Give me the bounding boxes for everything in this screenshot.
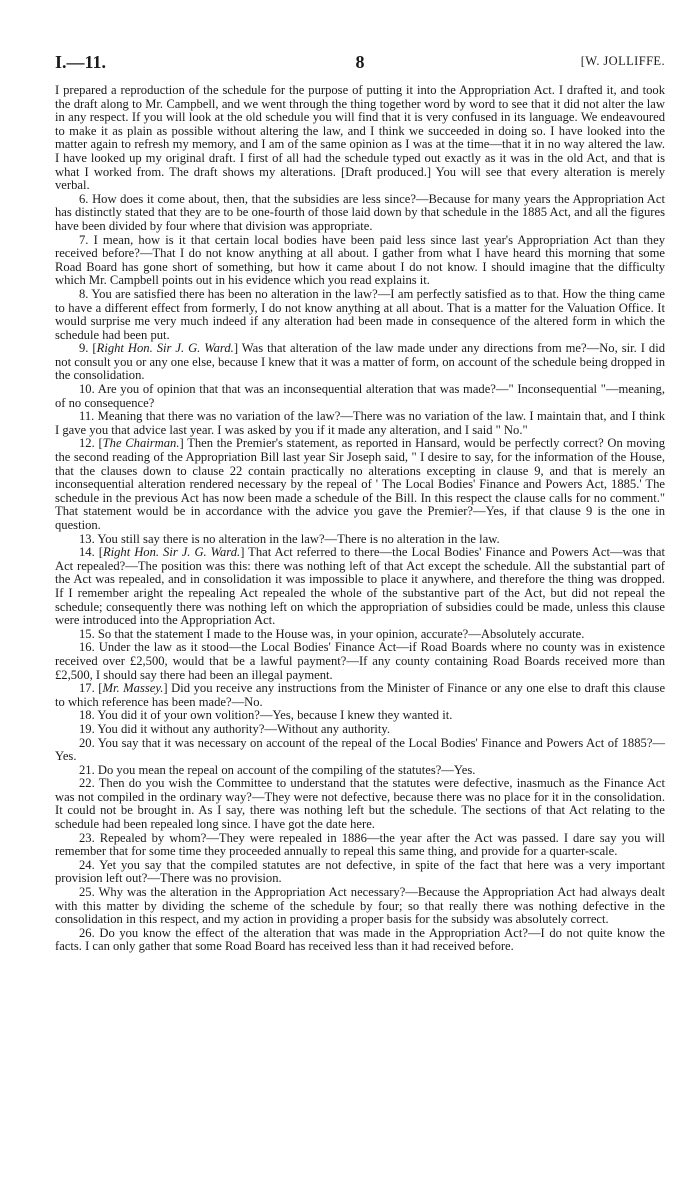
paragraph: 12. [The Chairman.] Then the Premier's statement, as reported in Hansard, would be perfectly correct? On moving the second reading of the Appropriation Bill last year Sir Joseph said, " I desire to say, for the information of the House, that the clauses down to clause 22 contain practically no alterations excepting in clause 9, and that is merely an inconsequential alteration rendered necessary by the repeal of ' The Local Bodies' Finance and Powers Act, 1885.' The schedule in the previous Act has now been made a schedule of the Bill. In this respect the clause calls for no comment." That statement would be in accordance with the advice you gave the Premier?—Yes, if that clause 9 is the one in question.: [55, 436, 665, 532]
evidence-text: [55, 84, 665, 954]
paragraph: 22. Then do you wish the Committee to understand that the statutes were defective, inasmuch as the Finance Act was not compiled in the ordinary way?—They were not defective, because there was no place for it in the consolidation. It could not be brought in. As I say, there was nothing left but the schedule. The sections of that Act relating to the schedule had been repealed long since. I have got the date here.: [55, 776, 665, 832]
paragraph: 25. Why was the alteration in the Appropriation Act necessary?—Because the Appropriation Act had always dealt with this matter by dividing the scheme of the schedule by four; so that really there was nothing defective in the consolidation in this respect, and my action in providing a proper basis for the subsidy was absolutely correct.: [55, 885, 665, 927]
paragraph: 20. You say that it was necessary on account of the repeal of the Local Bodies' Finance and Powers Act of 1885?—Yes.: [55, 735, 665, 764]
paragraph-body: That Act referred to there—the Local Bodies' Finance and Powers Act—was that Act repealed?—The position was this: there was nothing left of that Act except the schedule. All the substantial part of the Act was repealed, and in consolidation it was impossible to place it anywhere, and therefore the thing was dropped. If I remember aright the repealing Act repealed the whole of the substantive part of the Act, but did not repeal the schedule; consequently there was nothing left on which the appropriation of subsidies could be made, unless this clause were introduced into the Appropriation Act.: [55, 545, 666, 628]
paragraph: 13. You still say there is no alteration in the law?—There is no alteration in the law.: [79, 531, 500, 546]
paragraph: 11. Meaning that there was no variation of the law?—There was no variation of the law. I maintain that, and I think I gave you that advice last year. I was asked by you if it made any alteration, and I said " No.": [55, 409, 665, 437]
paragraph: 26. Do you know the effect of the alteration that was made in the Appropriation Act?—I do not quite know the facts. I can only gather that some Road Board has received less than it had received before.: [55, 925, 665, 954]
paragraph: 14. [Right Hon. Sir J. G. Ward.] That Act referred to there—the Local Bodies' Finance and Powers Act—was that Act repealed?—The position was this: there was nothing left of that Act except the schedule. All the substantial part of the Act was repealed, and in consolidation it was impossible to place it anywhere, and therefore the thing was dropped. If I remember aright the repealing Act repealed the whole of the substantive part of the Act, but did not repeal the schedule; consequently there was nothing left on which the appropriation of subsidies could be made, unless this clause were introduced into the Appropriation Act.: [55, 545, 666, 628]
paper-reference: I.—11.: [55, 52, 107, 72]
paragraph-body: Then the Premier's statement, as reported in Hansard, would be perfectly correct? On moving the second reading of the Appropriation Bill last year Sir Joseph said, " I desire to say, for the information of the House, that the clauses down to clause 22 contain practically no alterations excepting in clause 9, and that is merely an inconsequential alteration rendered necessary by the repeal of ' The Local Bodies' Finance and Powers Act, 1885.' The schedule in the previous Act has now been made a schedule of the Bill. In this respect the clause calls for no comment." That statement would be in accordance with the advice you gave the Premier?—Yes, if that clause 9 is the one in question.: [55, 436, 665, 532]
paragraph: I prepared a reproduction of the schedule for the purpose of putting it into the Appropriation Act. I drafted it, and took the draft along to Mr. Campbell, and we went through the thing together word by word to see that it did not alter the law in any respect. If you will look at the old schedule you will find that it is very confused in its language. We endeavoured to make it as plain as possible without altering the law, and I think we succeeded in doing so. I have looked into the matter again to refresh my memory, and I am of the same opinion as I was at the time—that it in no way altered the law. I have looked up my original draft. I first of all had the schedule typed out exactly as it was in the old Act, and that is what I worked from. The draft shows my alterations. [Draft produced.] You will see that every alteration is merely verbal.: [55, 83, 665, 193]
paragraph: 10. Are you of opinion that that was an inconsequential alteration that was made?—" Inconsequential "—meaning, of no consequence?: [55, 382, 665, 410]
page-header: [55, 52, 665, 80]
paragraph: 9. [Right Hon. Sir J. G. Ward.] Was that alteration of the law made under any directions from me?—No, sir. I did not consult you or any one else, because I knew that it was a matter of form, on account of the schedule being dropped in the consolidation.: [55, 341, 665, 383]
question-number: 12.: [79, 436, 95, 451]
paragraph: 7. I mean, how is it that certain local bodies have been paid less since last year's Appropriation Act than they received before?—That I do not know anything at all about. I gather from what I have heard this morning that some Road Board has gone short of something, but how it came about I do not know. I should imagine that the difficulty which Mr. Campbell points out in his evidence which you read explains it.: [55, 232, 665, 288]
document-page: [55, 52, 665, 954]
paragraph: 16. Under the law as it stood—the Local Bodies' Finance Act—if Road Boards where no county was in existence received over £2,500, would that be a lawful payment?—If any county containing Road Boards received more than £2,500, I should say there had been an illegal payment.: [55, 640, 665, 682]
speaker-name: The Chairman.: [102, 436, 180, 451]
witness-name: [W. JOLLIFFE.: [580, 54, 665, 68]
paragraph: 8. You are satisfied there has been no alteration in the law?—I am perfectly satisfied as to that. How the thing came to have a different effect from formerly, I do not know anything at all about. That is a matter for the Valuation Office. It would surprise me very much indeed if any alteration had been made in consequence of the altered form in which the schedule had been put.: [55, 286, 665, 342]
speaker-name: Mr. Massey.: [102, 681, 164, 696]
page-number: 8: [355, 52, 365, 72]
question-number: 14.: [79, 545, 95, 560]
speaker-name: Right Hon. Sir J. G. Ward.: [102, 545, 241, 560]
paragraph: 18. You did it of your own volition?—Yes, because I knew they wanted it.: [79, 708, 453, 723]
paragraph: 19. You did it without any authority?—Without any authority.: [79, 721, 391, 736]
paragraph: 21. Do you mean the repeal on account of the compiling of the statutes?—Yes.: [79, 762, 476, 777]
paragraph: 6. How does it come about, then, that the subsidies are less since?—Because for many years the Appropriation Act has distinctly stated that they are to be one-fourth of those laid down by that schedule in the 1885 Act, and all the figures have been divided by four where that division was appropriate.: [55, 191, 665, 233]
paragraph: 15. So that the statement I made to the House was, in your opinion, accurate?—Absolutely accurate.: [79, 626, 585, 641]
paragraph-body: Was that alteration of the law made under any directions from me?—No, sir. I did not consult you or any one else, because I knew that it was a matter of form, on account of the schedule being dropped in the consolidation.: [55, 341, 665, 383]
question-number: 17.: [79, 681, 95, 696]
paragraph: 17. [Mr. Massey.] Did you receive any instructions from the Minister of Finance or any one else to draft this clause to which reference has been made?—No.: [55, 681, 666, 709]
paragraph: 23. Repealed by whom?—They were repealed in 1886—the year after the Act was passed. I dare say you will remember that for some time they proceeded annually to repeal this same thing, and provide for a quarter-scale.: [55, 830, 665, 859]
paragraph-body: Did you receive any instructions from the Minister of Finance or any one else to draft this clause to which reference has been made?—No.: [55, 681, 666, 709]
question-number: 9.: [79, 341, 89, 356]
paragraph: 24. Yet you say that the compiled statutes are not defective, in spite of the fact that here was a very important provision left out?—There was no provision.: [55, 857, 665, 886]
speaker-name: Right Hon. Sir J. G. Ward.: [96, 341, 234, 356]
